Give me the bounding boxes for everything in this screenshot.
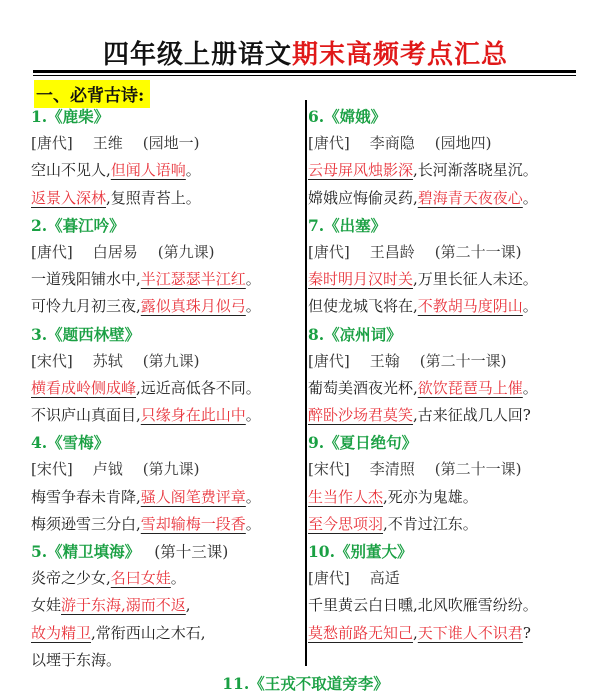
verse-text: ,复照青苔上。 — [106, 188, 201, 207]
verse-line — [31, 375, 303, 402]
poem-title — [308, 429, 588, 456]
verse-text: 梅须逊雪三分白, — [31, 514, 141, 533]
poem-title-text: 4.《雪梅》 — [31, 433, 110, 453]
poem-title-text: 10.《别董大》 — [308, 542, 413, 561]
verse-line — [31, 592, 303, 619]
key-phrase: 莫愁前路无知己 — [308, 623, 414, 642]
poem-title-next: 11.《王戎不取道旁李》 — [222, 674, 389, 693]
verse-line — [308, 157, 588, 184]
lesson-note: (园地一) — [142, 134, 200, 153]
verse-line — [308, 592, 588, 619]
key-phrase: 至今思项羽 — [308, 514, 384, 533]
verse-line — [31, 293, 303, 320]
verse-line — [31, 647, 303, 674]
verse-text: 。 — [185, 161, 201, 180]
page-title-main: 四年级上册语文 — [102, 40, 292, 70]
key-phrase: 秦时明月汉时关 — [308, 270, 414, 289]
lesson-note: (第二十一课) — [434, 460, 522, 479]
verse-text: 。 — [245, 487, 261, 506]
verse-line — [308, 185, 588, 212]
poem-title-text: 9.《夏日绝句》 — [308, 433, 418, 453]
key-phrase: 天下谁人不识君 — [417, 623, 523, 642]
verse-text: 。 — [170, 569, 186, 588]
verse-text: ,死亦为鬼雄。 — [383, 487, 478, 506]
key-phrase: 不教胡马度阴山 — [417, 297, 523, 316]
key-phrase: 碧海青天夜夜心 — [417, 188, 523, 207]
key-phrase: 露似真珠月似弓 — [140, 297, 246, 316]
poem-title-text: 5.《精卫填海》 — [31, 542, 141, 561]
poem-meta — [31, 239, 303, 266]
verse-text: ,不肯过江东。 — [383, 514, 478, 533]
verse-text: 。 — [245, 406, 261, 425]
poem-title — [308, 103, 588, 130]
verse-line — [308, 511, 588, 538]
poem-author: 王翰 — [369, 351, 400, 370]
verse-text: 一道残阳铺水中, — [31, 270, 141, 289]
poem-title — [308, 321, 588, 348]
right-column — [308, 103, 588, 647]
poem-meta — [31, 348, 303, 375]
poem-dynasty: [唐代] — [308, 242, 350, 261]
verse-line — [308, 375, 588, 402]
title-rule-thin — [33, 75, 576, 76]
poem-meta — [308, 565, 588, 592]
lesson-note: (第二十一课) — [419, 351, 507, 370]
lesson-note: (第九课) — [157, 242, 215, 261]
poem-title-text: 3.《题西林壁》 — [31, 324, 141, 344]
poem-title — [31, 429, 303, 456]
verse-text: 空山不见人, — [31, 161, 111, 180]
verse-text: ,常衔西山之木石, — [91, 623, 206, 642]
verse-line — [31, 157, 303, 184]
poem-author: 李清照 — [369, 460, 415, 479]
poem-author: 白居易 — [92, 242, 138, 261]
key-phrase: 游于东海,溺而不返 — [61, 596, 186, 615]
verse-text: 可怜九月初三夜, — [31, 297, 141, 316]
poem-author: 王维 — [92, 134, 123, 153]
poem-dynasty: [宋代] — [31, 351, 73, 370]
poem-author: 王昌龄 — [369, 242, 415, 261]
poem-dynasty: [唐代] — [31, 242, 73, 261]
lesson-note: (园地四) — [434, 134, 492, 153]
verse-line — [31, 565, 303, 592]
poem-title-text: 6.《嫦娥》 — [308, 107, 387, 126]
poem-title-text: 7.《出塞》 — [308, 215, 387, 235]
verse-line — [308, 266, 588, 293]
page-title-highlight: 期末高频考点汇总 — [292, 40, 509, 70]
verse-line — [308, 402, 588, 429]
poem-title-text: 8.《凉州词》 — [308, 324, 402, 344]
poem-meta — [31, 130, 303, 157]
key-phrase: 雪却输梅一段香 — [140, 514, 246, 533]
key-phrase: 名曰女娃 — [110, 569, 171, 588]
poem-meta — [308, 130, 588, 157]
lesson-note: (第九课) — [142, 351, 200, 370]
poem-author: 李商隐 — [369, 134, 415, 153]
verse-text: 不识庐山真面目, — [31, 406, 141, 425]
verse-text: ,古来征战几人回? — [413, 406, 531, 425]
verse-text: 女娃 — [31, 596, 62, 615]
verse-text: ? — [522, 623, 531, 642]
verse-line — [31, 511, 303, 538]
verse-text: 嫦娥应悔偷灵药, — [308, 188, 418, 207]
verse-text: 葡萄美酒夜光杯, — [308, 378, 418, 397]
verse-text: 。 — [245, 514, 261, 533]
verse-line — [31, 620, 303, 647]
poem-title — [31, 538, 303, 565]
verse-text: ,远近高低各不同。 — [136, 378, 261, 397]
poem-author: 卢钺 — [92, 460, 123, 479]
verse-text: 炎帝之少女, — [31, 569, 111, 588]
lesson-note: (第十三课) — [154, 543, 229, 561]
key-phrase: 半江瑟瑟半江红 — [140, 270, 246, 289]
lesson-note: (第二十一课) — [434, 242, 522, 261]
key-phrase: 生当作人杰 — [308, 487, 384, 506]
section-heading: 一、必背古诗: — [34, 80, 150, 108]
lesson-note: (第九课) — [142, 460, 200, 479]
verse-line — [31, 484, 303, 511]
verse-text: 。 — [522, 297, 538, 316]
poem-title — [308, 212, 588, 239]
poem-title — [308, 538, 588, 565]
verse-text: , — [413, 623, 418, 642]
title-rule-thick — [33, 70, 576, 73]
column-divider — [305, 100, 307, 666]
poem-title-text: 2.《暮江吟》 — [31, 215, 125, 235]
poem-title — [31, 321, 303, 348]
key-phrase: 只缘身在此山中 — [140, 406, 246, 425]
verse-text: 。 — [522, 188, 538, 207]
verse-text: 千里黄云白日曛,北风吹雁雪纷纷。 — [308, 596, 538, 615]
left-column — [31, 103, 303, 674]
verse-line — [308, 293, 588, 320]
verse-text: 。 — [245, 297, 261, 316]
poem-author: 苏轼 — [92, 351, 123, 370]
key-phrase: 横看成岭侧成峰 — [31, 378, 137, 397]
verse-text: 但使龙城飞将在, — [308, 297, 418, 316]
poem-meta — [308, 348, 588, 375]
verse-text: 梅雪争春未肯降, — [31, 487, 141, 506]
key-phrase: 骚人阁笔费评章 — [140, 487, 246, 506]
verse-line — [308, 620, 588, 647]
page-title — [0, 34, 611, 71]
key-phrase: 云母屏风烛影深 — [308, 161, 414, 180]
verse-text: 。 — [245, 270, 261, 289]
verse-text: ,万里长征人未还。 — [413, 270, 538, 289]
poem-title — [31, 212, 303, 239]
poem-meta — [308, 239, 588, 266]
poem-dynasty: [唐代] — [308, 569, 350, 588]
key-phrase: 故为精卫 — [31, 623, 92, 642]
verse-text: , — [185, 596, 191, 615]
poem-dynasty: [唐代] — [308, 351, 350, 370]
key-phrase: 欲饮琵琶马上催 — [417, 378, 523, 397]
key-phrase: 返景入深林 — [31, 188, 107, 207]
verse-line — [31, 402, 303, 429]
poem-dynasty: [唐代] — [308, 134, 350, 153]
verse-text: 以堙于东海。 — [31, 650, 122, 669]
poem-dynasty: [唐代] — [31, 134, 73, 153]
verse-line — [31, 266, 303, 293]
verse-text: ,长河渐落晓星沉。 — [413, 161, 538, 180]
poem-meta — [308, 456, 588, 483]
poem-author: 高适 — [369, 569, 400, 588]
verse-line — [31, 185, 303, 212]
verse-text: 。 — [522, 378, 538, 397]
poem-meta — [31, 456, 303, 483]
poem-dynasty: [宋代] — [31, 460, 73, 479]
key-phrase: 醉卧沙场君莫笑 — [308, 406, 414, 425]
verse-line — [308, 484, 588, 511]
poem-title-text: 1.《鹿柴》 — [31, 107, 110, 126]
poem-dynasty: [宋代] — [308, 460, 350, 479]
key-phrase: 但闻人语响 — [110, 161, 186, 180]
poem-title — [31, 103, 303, 130]
